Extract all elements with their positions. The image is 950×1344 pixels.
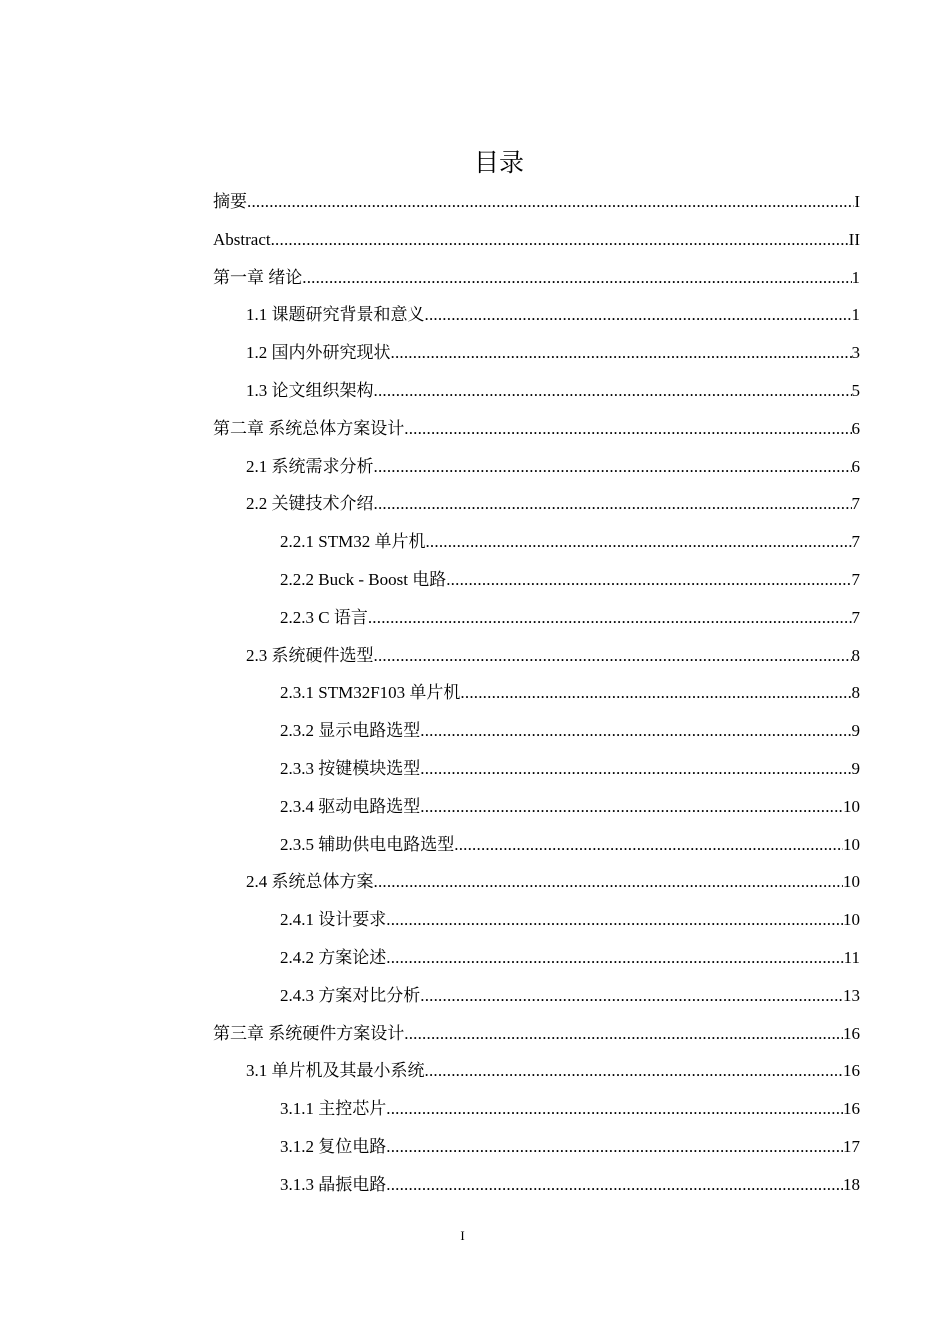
toc-entry[interactable] xyxy=(213,788,860,826)
toc-dot-leader xyxy=(386,1090,843,1128)
toc-dot-leader xyxy=(374,448,852,486)
page-number-footer: I xyxy=(460,1228,465,1243)
toc-entry-label: Abstract xyxy=(213,229,271,249)
toc-dot-leader xyxy=(420,977,843,1015)
toc-entry-label: 2.3.1 STM32F103 单片机 xyxy=(280,683,461,703)
toc-entry[interactable] xyxy=(213,901,860,939)
toc-entry-label: 2.4.3 方案对比分析 xyxy=(280,985,421,1005)
toc-entry-label: 1.3 论文组织架构 xyxy=(246,380,374,400)
toc-entry[interactable] xyxy=(213,372,860,410)
toc-entry-label: 3.1.3 晶振电路 xyxy=(280,1174,387,1194)
toc-entry[interactable] xyxy=(213,334,860,372)
toc-dot-leader xyxy=(425,523,851,561)
toc-entry[interactable] xyxy=(213,1166,860,1204)
toc-dot-leader xyxy=(425,1052,844,1090)
toc-entry-page-number: 7 xyxy=(851,532,860,552)
toc-dot-leader xyxy=(386,939,843,977)
toc-dot-leader xyxy=(271,221,849,259)
toc-entry[interactable] xyxy=(213,637,860,675)
toc-dot-leader xyxy=(420,750,851,788)
toc-entry-page-number: 6 xyxy=(851,456,860,476)
toc-dot-leader xyxy=(404,1015,843,1053)
toc-dot-leader xyxy=(374,372,852,410)
toc-entry-label: 2.3 系统硬件选型 xyxy=(246,645,374,665)
toc-entry-page-number: 10 xyxy=(843,872,860,892)
toc-entry-label: 1.2 国内外研究现状 xyxy=(246,343,391,363)
toc-entry-label: 1.1 课题研究背景和意义 xyxy=(246,305,425,325)
toc-entry[interactable] xyxy=(213,1015,860,1053)
toc-entry[interactable] xyxy=(213,599,860,637)
toc-entry-label: 第三章 系统硬件方案设计 xyxy=(213,1023,405,1043)
toc-entry-label: 3.1 单片机及其最小系统 xyxy=(246,1061,425,1081)
toc-dot-leader xyxy=(454,826,843,864)
toc-dot-leader xyxy=(425,296,852,334)
toc-entry-page-number: 18 xyxy=(843,1174,860,1194)
toc-entry-page-number: 9 xyxy=(851,721,860,741)
toc-entry-page-number: 5 xyxy=(851,380,860,400)
toc-entry[interactable] xyxy=(213,448,860,486)
toc-entry[interactable] xyxy=(213,296,860,334)
toc-entry-page-number: 16 xyxy=(843,1099,860,1119)
toc-dot-leader xyxy=(420,712,851,750)
toc-entry-page-number: 16 xyxy=(843,1023,860,1043)
toc-dot-leader xyxy=(386,1128,843,1166)
toc-entry-page-number: 10 xyxy=(843,910,860,930)
toc-entry-page-number: 8 xyxy=(851,645,860,665)
toc-entry-page-number: II xyxy=(848,229,860,249)
toc-entry[interactable] xyxy=(213,221,860,259)
toc-entry-label: 2.2.3 C 语言 xyxy=(280,607,368,627)
toc-entry[interactable] xyxy=(213,712,860,750)
page-title: 目录 xyxy=(473,148,524,177)
toc-entry-label: 3.1.2 复位电路 xyxy=(280,1136,387,1156)
toc-entry-page-number: 7 xyxy=(851,569,860,589)
toc-entry-page-number: 7 xyxy=(851,607,860,627)
toc-entry-page-number: 1 xyxy=(851,305,860,325)
toc-entry-label: 2.3.3 按键模块选型 xyxy=(280,758,421,778)
toc-entry[interactable] xyxy=(213,259,860,297)
toc-entry-label: 2.2 关键技术介绍 xyxy=(246,494,374,514)
toc-entry-page-number: 13 xyxy=(843,985,860,1005)
toc-entry-label: 2.4.2 方案论述 xyxy=(280,947,387,967)
toc-entry[interactable] xyxy=(213,750,860,788)
toc-dot-leader xyxy=(386,1166,843,1204)
toc-dot-leader xyxy=(247,183,854,221)
toc-entry[interactable] xyxy=(213,863,860,901)
toc-entry[interactable] xyxy=(213,939,860,977)
toc-entry[interactable] xyxy=(213,1128,860,1166)
toc-entry[interactable] xyxy=(213,977,860,1015)
toc-entry-page-number: 11 xyxy=(843,947,860,967)
toc-entry-page-number: 10 xyxy=(843,834,860,854)
toc-dot-leader xyxy=(302,259,851,297)
toc-entry-page-number: 16 xyxy=(843,1061,860,1081)
toc-entry[interactable] xyxy=(213,523,860,561)
toc-entry[interactable] xyxy=(213,183,860,221)
toc-entry-label: 第一章 绪论 xyxy=(213,267,303,287)
toc-entry[interactable] xyxy=(213,826,860,864)
toc-entry[interactable] xyxy=(213,674,860,712)
toc-entry-page-number: 6 xyxy=(851,418,860,438)
toc-entry-label: 2.2.1 STM32 单片机 xyxy=(280,532,426,552)
toc-entry[interactable] xyxy=(213,1090,860,1128)
toc-entry-label: 2.3.5 辅助供电电路选型 xyxy=(280,834,455,854)
toc-dot-leader xyxy=(404,410,851,448)
toc-dot-leader xyxy=(368,599,852,637)
toc-dot-leader xyxy=(460,674,851,712)
toc-entry[interactable] xyxy=(213,1052,860,1090)
toc-entry-page-number: 10 xyxy=(843,796,860,816)
toc-dot-leader xyxy=(374,863,844,901)
toc-entry-page-number: 7 xyxy=(851,494,860,514)
toc-entry-page-number: 3 xyxy=(851,343,860,363)
toc-entry-page-number: I xyxy=(854,192,860,211)
toc-entry-page-number: 1 xyxy=(851,267,860,287)
toc-entry[interactable] xyxy=(213,485,860,523)
toc-entry-page-number: 8 xyxy=(851,683,860,703)
toc-dot-leader xyxy=(374,485,852,523)
toc-entry[interactable] xyxy=(213,410,860,448)
toc-entry-label: 摘要 xyxy=(213,192,247,211)
toc-entry[interactable] xyxy=(213,561,860,599)
toc-entry-label: 第二章 系统总体方案设计 xyxy=(213,418,405,438)
toc-entry-label: 3.1.1 主控芯片 xyxy=(280,1099,387,1119)
toc-entry-page-number: 9 xyxy=(851,758,860,778)
toc-entry-page-number: 17 xyxy=(843,1136,860,1156)
toc-entry-label: 2.3.2 显示电路选型 xyxy=(280,721,421,741)
toc-entry-label: 2.4 系统总体方案 xyxy=(246,872,374,892)
table-of-contents xyxy=(213,183,860,1204)
toc-dot-leader xyxy=(386,901,843,939)
toc-dot-leader xyxy=(391,334,852,372)
toc-dot-leader xyxy=(374,637,852,675)
toc-entry-label: 2.3.4 驱动电路选型 xyxy=(280,796,421,816)
toc-entry-label: 2.1 系统需求分析 xyxy=(246,456,374,476)
toc-entry-label: 2.4.1 设计要求 xyxy=(280,910,387,930)
toc-entry-label: 2.2.2 Buck - Boost 电路 xyxy=(280,569,447,589)
toc-dot-leader xyxy=(446,561,851,599)
toc-dot-leader xyxy=(420,788,843,826)
